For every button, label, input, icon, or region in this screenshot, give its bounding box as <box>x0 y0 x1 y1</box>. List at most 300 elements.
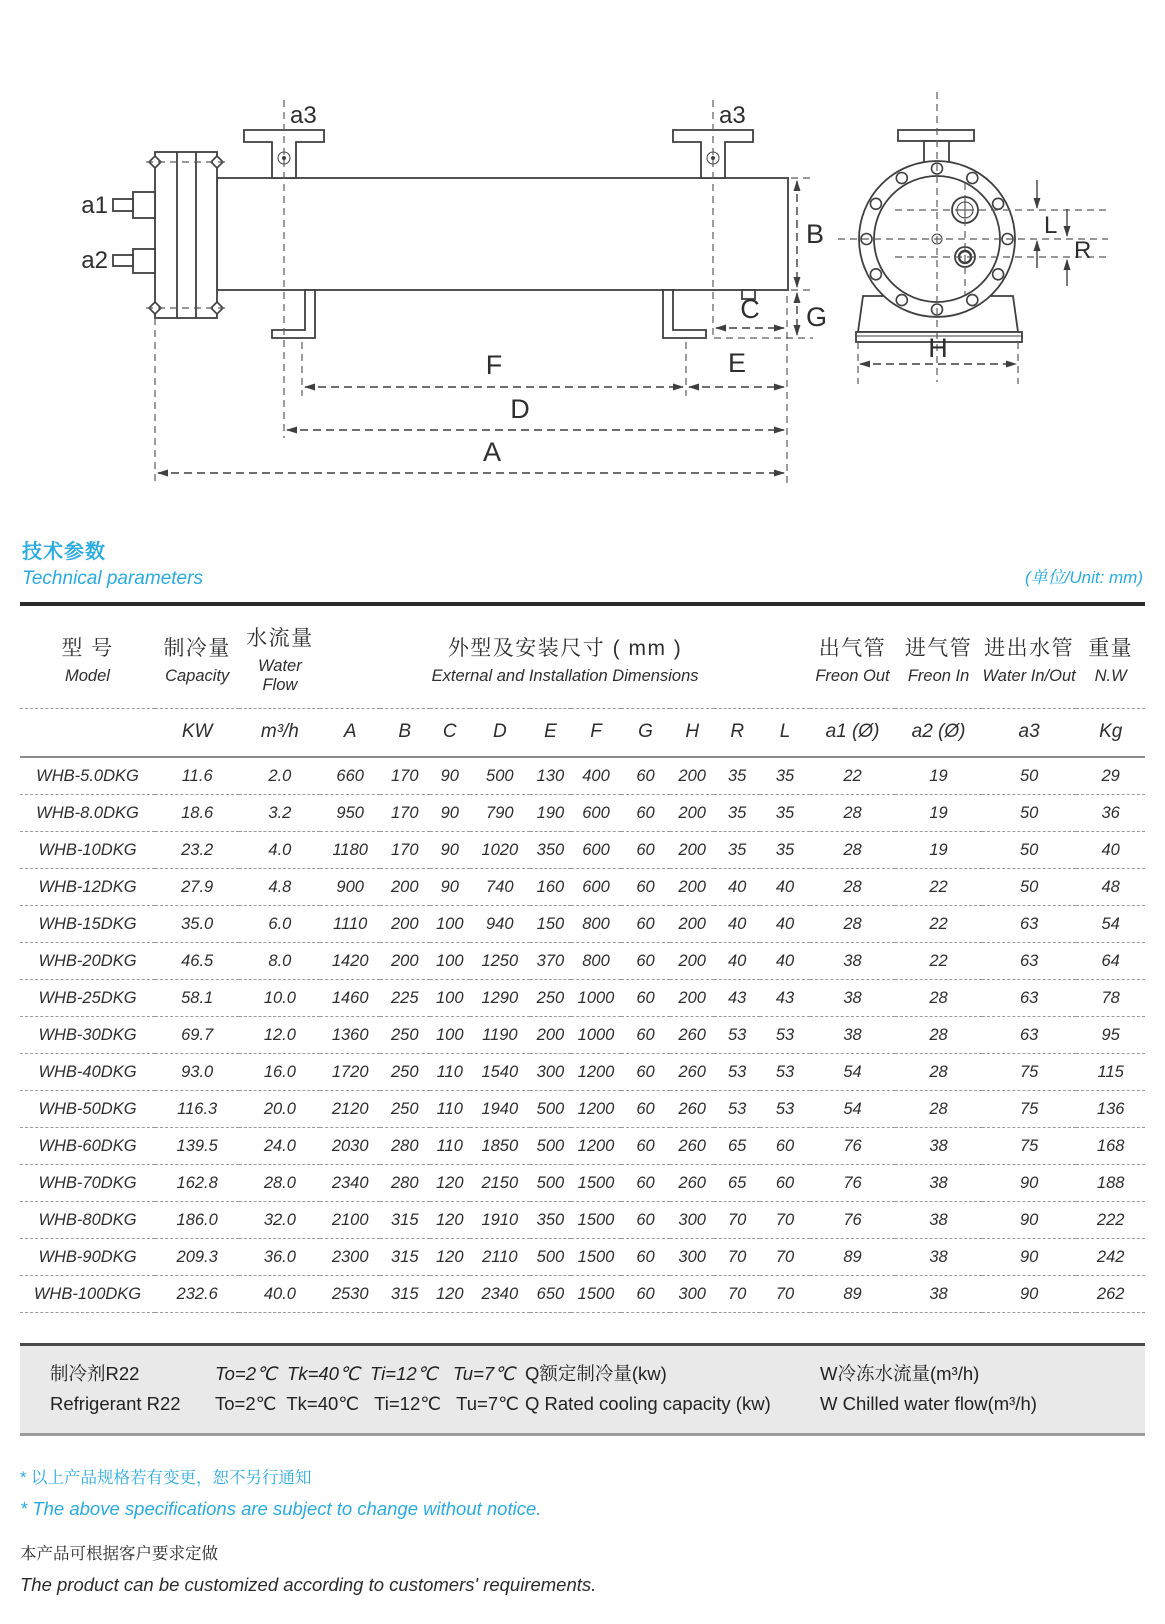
model-cell: WHB-8.0DKG <box>20 795 155 832</box>
value-cell: 35 <box>760 757 810 795</box>
foot-right <box>663 290 706 338</box>
value-cell: 24.0 <box>239 1128 320 1165</box>
dim-label-a: A <box>482 437 502 467</box>
value-cell: 116.3 <box>155 1091 239 1128</box>
table-row <box>20 1276 1145 1313</box>
value-cell: 280 <box>380 1128 430 1165</box>
value-cell: 63 <box>982 1017 1077 1054</box>
value-cell: 60 <box>621 943 671 980</box>
dim-label-b: B <box>806 219 825 249</box>
value-cell: 120 <box>430 1239 471 1276</box>
value-cell: 315 <box>380 1276 430 1313</box>
value-cell: 650 <box>530 1276 572 1313</box>
value-cell: 70 <box>760 1276 810 1313</box>
col-water-flow-en: Water Flow <box>258 657 302 694</box>
note-custom-en: The product can be customized according to customers' requirements. <box>20 1574 597 1596</box>
refrigerant-en: Refrigerant R22 <box>50 1392 181 1414</box>
value-cell: 790 <box>470 795 530 832</box>
value-cell: 38 <box>895 1128 982 1165</box>
value-cell: 1000 <box>571 1017 621 1054</box>
value-cell: 60 <box>621 980 671 1017</box>
value-cell: 168 <box>1076 1128 1145 1165</box>
unit-label: Kg <box>1076 709 1145 758</box>
unit-note: (单位/Unit: mm) <box>1024 568 1143 587</box>
unit-label: G <box>621 709 671 758</box>
col-freon-in <box>895 604 982 709</box>
table-row <box>20 795 1145 832</box>
col-freon-out <box>810 604 896 709</box>
value-cell: 200 <box>670 832 714 869</box>
value-cell: 76 <box>810 1165 896 1202</box>
value-cell: 186.0 <box>155 1202 239 1239</box>
value-cell: 19 <box>895 757 982 795</box>
q-definition-en: Q Rated cooling capacity (kw) <box>525 1392 771 1414</box>
value-cell: 38 <box>810 1017 896 1054</box>
value-cell: 60 <box>621 1239 671 1276</box>
value-cell: 2300 <box>320 1239 380 1276</box>
unit-label: a2 (Ø) <box>895 709 982 758</box>
value-cell: 70 <box>760 1239 810 1276</box>
value-cell: 90 <box>430 795 471 832</box>
table-body <box>20 757 1145 1313</box>
value-cell: 2530 <box>320 1276 380 1313</box>
value-cell: 1500 <box>571 1202 621 1239</box>
dim-label-c: C <box>740 294 760 324</box>
nozzle-a2 <box>133 249 155 273</box>
value-cell: 90 <box>982 1165 1077 1202</box>
col-model-zh: 型 号 <box>61 636 114 660</box>
table-row <box>20 1165 1145 1202</box>
value-cell: 16.0 <box>239 1054 320 1091</box>
value-cell: 100 <box>430 906 471 943</box>
model-cell: WHB-50DKG <box>20 1091 155 1128</box>
table-row <box>20 1091 1145 1128</box>
value-cell: 1850 <box>470 1128 530 1165</box>
table-row <box>20 1054 1145 1091</box>
value-cell: 100 <box>430 943 471 980</box>
value-cell: 4.0 <box>239 832 320 869</box>
section-titles <box>22 535 203 590</box>
value-cell: 136 <box>1076 1091 1145 1128</box>
value-cell: 500 <box>470 757 530 795</box>
value-cell: 110 <box>430 1128 471 1165</box>
value-cell: 53 <box>760 1054 810 1091</box>
value-cell: 120 <box>430 1276 471 1313</box>
value-cell: 209.3 <box>155 1239 239 1276</box>
value-cell: 60 <box>621 1165 671 1202</box>
value-cell: 38 <box>895 1276 982 1313</box>
dim-label-e: E <box>727 348 747 378</box>
col-model-en: Model <box>65 666 110 685</box>
value-cell: 22 <box>895 943 982 980</box>
value-cell: 28 <box>810 906 896 943</box>
value-cell: 222 <box>1076 1202 1145 1239</box>
col-water-inout-en: Water In/Out <box>982 666 1076 685</box>
unit-label: C <box>430 709 471 758</box>
value-cell: 500 <box>530 1091 572 1128</box>
value-cell: 950 <box>320 795 380 832</box>
value-cell: 2110 <box>470 1239 530 1276</box>
value-cell: 70 <box>714 1202 760 1239</box>
units-empty-cell <box>20 709 155 758</box>
bracket-top <box>898 130 974 141</box>
unit-label: H <box>670 709 714 758</box>
section-title-zh: 技术参数 <box>22 541 106 563</box>
unit-label: R <box>714 709 760 758</box>
value-cell: 90 <box>982 1239 1077 1276</box>
value-cell: 60 <box>621 1128 671 1165</box>
value-cell: 28 <box>810 795 896 832</box>
value-cell: 1200 <box>571 1128 621 1165</box>
value-cell: 60 <box>621 1276 671 1313</box>
table-group-header-row <box>20 604 1145 709</box>
value-cell: 188 <box>1076 1165 1145 1202</box>
unit-label: m³/h <box>239 709 320 758</box>
col-capacity-en: Capacity <box>165 666 230 685</box>
table-units-row <box>20 709 1145 758</box>
col-weight-zh: 重量 <box>1088 636 1134 660</box>
value-cell: 4.8 <box>239 869 320 906</box>
value-cell: 90 <box>430 832 471 869</box>
value-cell: 260 <box>670 1017 714 1054</box>
value-cell: 1540 <box>470 1054 530 1091</box>
section-header <box>22 535 1143 590</box>
table-row <box>20 1128 1145 1165</box>
value-cell: 2340 <box>320 1165 380 1202</box>
value-cell: 350 <box>530 832 572 869</box>
unit-label: A <box>320 709 380 758</box>
value-cell: 200 <box>670 757 714 795</box>
value-cell: 1940 <box>470 1091 530 1128</box>
value-cell: 315 <box>380 1239 430 1276</box>
conditions-values-zh: To=2℃ Tk=40℃ Ti=12℃ Tu=7℃ <box>215 1363 515 1384</box>
value-cell: 940 <box>470 906 530 943</box>
value-cell: 40 <box>714 943 760 980</box>
side-view <box>81 100 827 483</box>
value-cell: 90 <box>430 869 471 906</box>
value-cell: 500 <box>530 1128 572 1165</box>
value-cell: 400 <box>571 757 621 795</box>
value-cell: 225 <box>380 980 430 1017</box>
value-cell: 315 <box>380 1202 430 1239</box>
value-cell: 260 <box>670 1054 714 1091</box>
value-cell: 28 <box>895 1017 982 1054</box>
value-cell: 60 <box>760 1128 810 1165</box>
model-cell: WHB-60DKG <box>20 1128 155 1165</box>
value-cell: 1500 <box>571 1276 621 1313</box>
foot-left <box>272 290 315 338</box>
unit-label: F <box>571 709 621 758</box>
label-a3-left: a3 <box>290 102 317 129</box>
value-cell: 35 <box>760 832 810 869</box>
value-cell: 12.0 <box>239 1017 320 1054</box>
unit-label: E <box>530 709 572 758</box>
value-cell: 38 <box>895 1239 982 1276</box>
unit-label: a1 (Ø) <box>810 709 896 758</box>
value-cell: 190 <box>530 795 572 832</box>
model-cell: WHB-40DKG <box>20 1054 155 1091</box>
value-cell: 50 <box>982 795 1077 832</box>
table-row <box>20 1239 1145 1276</box>
value-cell: 1180 <box>320 832 380 869</box>
value-cell: 28 <box>895 980 982 1017</box>
value-cell: 1420 <box>320 943 380 980</box>
value-cell: 1500 <box>571 1239 621 1276</box>
value-cell: 2340 <box>470 1276 530 1313</box>
value-cell: 100 <box>430 1017 471 1054</box>
col-water-inout-zh: 进出水管 <box>984 636 1075 660</box>
value-cell: 900 <box>320 869 380 906</box>
value-cell: 40 <box>760 906 810 943</box>
unit-label: KW <box>155 709 239 758</box>
value-cell: 32.0 <box>239 1202 320 1239</box>
col-weight-en: N.W <box>1094 666 1127 685</box>
value-cell: 1190 <box>470 1017 530 1054</box>
value-cell: 18.6 <box>155 795 239 832</box>
value-cell: 1250 <box>470 943 530 980</box>
value-cell: 38 <box>895 1202 982 1239</box>
value-cell: 28 <box>895 1091 982 1128</box>
value-cell: 2150 <box>470 1165 530 1202</box>
value-cell: 60 <box>621 906 671 943</box>
col-water-flow-zh: 水流量 <box>246 627 314 650</box>
value-cell: 162.8 <box>155 1165 239 1202</box>
value-cell: 600 <box>571 795 621 832</box>
value-cell: 150 <box>530 906 572 943</box>
value-cell: 110 <box>430 1054 471 1091</box>
value-cell: 120 <box>430 1165 471 1202</box>
col-dimensions-zh: 外型及安装尺寸 ( mm ) <box>447 636 683 660</box>
value-cell: 35 <box>760 795 810 832</box>
value-cell: 2120 <box>320 1091 380 1128</box>
value-cell: 3.2 <box>239 795 320 832</box>
value-cell: 1200 <box>571 1091 621 1128</box>
value-cell: 60 <box>621 757 671 795</box>
value-cell: 370 <box>530 943 572 980</box>
value-cell: 63 <box>982 943 1077 980</box>
value-cell: 11.6 <box>155 757 239 795</box>
value-cell: 280 <box>380 1165 430 1202</box>
table-row <box>20 980 1145 1017</box>
value-cell: 28.0 <box>239 1165 320 1202</box>
value-cell: 660 <box>320 757 380 795</box>
col-freon-out-zh: 出气管 <box>818 636 887 660</box>
w-definition-zh: W冷冻水流量(m³/h) <box>820 1363 980 1384</box>
value-cell: 35.0 <box>155 906 239 943</box>
value-cell: 40.0 <box>239 1276 320 1313</box>
value-cell: 500 <box>530 1239 572 1276</box>
value-cell: 800 <box>571 906 621 943</box>
value-cell: 38 <box>810 980 896 1017</box>
value-cell: 200 <box>380 943 430 980</box>
value-cell: 75 <box>982 1128 1077 1165</box>
value-cell: 40 <box>760 943 810 980</box>
model-cell: WHB-10DKG <box>20 832 155 869</box>
value-cell: 70 <box>760 1202 810 1239</box>
value-cell: 100 <box>430 980 471 1017</box>
value-cell: 54 <box>1076 906 1145 943</box>
value-cell: 1110 <box>320 906 380 943</box>
dim-label-f: F <box>485 350 503 380</box>
value-cell: 95 <box>1076 1017 1145 1054</box>
value-cell: 200 <box>670 943 714 980</box>
shell-body <box>217 178 788 290</box>
value-cell: 43 <box>760 980 810 1017</box>
note-change-en: * The above specifications are subject to change without notice. <box>20 1498 542 1520</box>
dim-label-g: G <box>806 302 828 332</box>
parameters-table <box>20 602 1145 1313</box>
value-cell: 260 <box>670 1128 714 1165</box>
value-cell: 1020 <box>470 832 530 869</box>
value-cell: 1910 <box>470 1202 530 1239</box>
value-cell: 35 <box>714 795 760 832</box>
dim-label-h: H <box>928 333 948 363</box>
dim-label-d: D <box>510 394 530 424</box>
col-freon-in-en: Freon In <box>907 666 970 685</box>
value-cell: 70 <box>714 1276 760 1313</box>
value-cell: 160 <box>530 869 572 906</box>
value-cell: 2.0 <box>239 757 320 795</box>
col-dimensions <box>320 604 809 709</box>
value-cell: 90 <box>430 757 471 795</box>
value-cell: 600 <box>571 832 621 869</box>
value-cell: 53 <box>714 1091 760 1128</box>
value-cell: 36 <box>1076 795 1145 832</box>
value-cell: 22 <box>895 906 982 943</box>
value-cell: 1460 <box>320 980 380 1017</box>
col-capacity-zh: 制冷量 <box>163 636 231 660</box>
value-cell: 65 <box>714 1165 760 1202</box>
value-cell: 64 <box>1076 943 1145 980</box>
value-cell: 54 <box>810 1054 896 1091</box>
value-cell: 740 <box>470 869 530 906</box>
value-cell: 130 <box>530 757 572 795</box>
unit-label: B <box>380 709 430 758</box>
value-cell: 89 <box>810 1239 896 1276</box>
dim-label-l: L <box>1044 212 1058 239</box>
value-cell: 242 <box>1076 1239 1145 1276</box>
value-cell: 115 <box>1076 1054 1145 1091</box>
unit-label: a3 <box>982 709 1077 758</box>
value-cell: 60 <box>621 869 671 906</box>
model-cell: WHB-100DKG <box>20 1276 155 1313</box>
value-cell: 60 <box>621 1202 671 1239</box>
col-freon-out-en: Freon Out <box>815 666 890 685</box>
value-cell: 58.1 <box>155 980 239 1017</box>
value-cell: 20.0 <box>239 1091 320 1128</box>
value-cell: 60 <box>621 1017 671 1054</box>
value-cell: 600 <box>571 869 621 906</box>
section-title-en: Technical parameters <box>22 568 203 589</box>
note-change-zh: * 以上产品规格若有变更，恕不另行通知 <box>20 1469 312 1488</box>
value-cell: 46.5 <box>155 943 239 980</box>
value-cell: 53 <box>760 1017 810 1054</box>
value-cell: 53 <box>714 1054 760 1091</box>
conditions-box <box>20 1343 1145 1436</box>
value-cell: 23.2 <box>155 832 239 869</box>
label-a3-right: a3 <box>719 102 746 129</box>
value-cell: 200 <box>380 906 430 943</box>
value-cell: 40 <box>714 869 760 906</box>
value-cell: 250 <box>380 1054 430 1091</box>
value-cell: 36.0 <box>239 1239 320 1276</box>
value-cell: 22 <box>810 757 896 795</box>
col-dimensions-en: External and Installation Dimensions <box>431 666 699 685</box>
value-cell: 38 <box>895 1165 982 1202</box>
model-cell: WHB-70DKG <box>20 1165 155 1202</box>
col-water-flow <box>239 604 320 709</box>
conditions-values-en: To=2℃ Tk=40℃ Ti=12℃ Tu=7℃ <box>215 1392 519 1414</box>
value-cell: 29 <box>1076 757 1145 795</box>
value-cell: 139.5 <box>155 1128 239 1165</box>
value-cell: 75 <box>982 1091 1077 1128</box>
value-cell: 28 <box>895 1054 982 1091</box>
refrigerant-zh: 制冷剂R22 <box>50 1363 140 1384</box>
value-cell: 260 <box>670 1165 714 1202</box>
value-cell: 200 <box>670 980 714 1017</box>
value-cell: 300 <box>530 1054 572 1091</box>
col-water-inout <box>982 604 1077 709</box>
value-cell: 70 <box>714 1239 760 1276</box>
value-cell: 6.0 <box>239 906 320 943</box>
value-cell: 89 <box>810 1276 896 1313</box>
model-cell: WHB-5.0DKG <box>20 757 155 795</box>
value-cell: 53 <box>760 1091 810 1128</box>
value-cell: 1360 <box>320 1017 380 1054</box>
value-cell: 35 <box>714 757 760 795</box>
value-cell: 69.7 <box>155 1017 239 1054</box>
model-cell: WHB-80DKG <box>20 1202 155 1239</box>
value-cell: 60 <box>621 1091 671 1128</box>
header-bonnet <box>155 152 217 318</box>
value-cell: 19 <box>895 832 982 869</box>
value-cell: 2030 <box>320 1128 380 1165</box>
value-cell: 200 <box>380 869 430 906</box>
col-freon-in-zh: 进气管 <box>904 636 973 660</box>
value-cell: 60 <box>621 795 671 832</box>
value-cell: 54 <box>810 1091 896 1128</box>
value-cell: 110 <box>430 1091 471 1128</box>
notes <box>20 1464 1145 1596</box>
value-cell: 120 <box>430 1202 471 1239</box>
value-cell: 250 <box>530 980 572 1017</box>
label-a1: a1 <box>81 192 108 219</box>
w-definition-en: W Chilled water flow(m³/h) <box>820 1392 1037 1414</box>
value-cell: 200 <box>670 795 714 832</box>
label-a2: a2 <box>81 247 108 274</box>
value-cell: 40 <box>760 869 810 906</box>
table-row <box>20 1017 1145 1054</box>
value-cell: 170 <box>380 795 430 832</box>
model-cell: WHB-25DKG <box>20 980 155 1017</box>
value-cell: 8.0 <box>239 943 320 980</box>
table-row <box>20 943 1145 980</box>
dim-label-r: R <box>1074 237 1092 264</box>
value-cell: 250 <box>380 1091 430 1128</box>
value-cell: 350 <box>530 1202 572 1239</box>
nozzle-a1 <box>133 192 155 218</box>
value-cell: 500 <box>530 1165 572 1202</box>
value-cell: 76 <box>810 1202 896 1239</box>
value-cell: 200 <box>670 869 714 906</box>
model-cell: WHB-90DKG <box>20 1239 155 1276</box>
value-cell: 28 <box>810 832 896 869</box>
value-cell: 170 <box>380 832 430 869</box>
note-custom-zh: 本产品可根据客户要求定做 <box>20 1545 218 1564</box>
value-cell: 262 <box>1076 1276 1145 1313</box>
value-cell: 76 <box>810 1128 896 1165</box>
value-cell: 75 <box>982 1054 1077 1091</box>
